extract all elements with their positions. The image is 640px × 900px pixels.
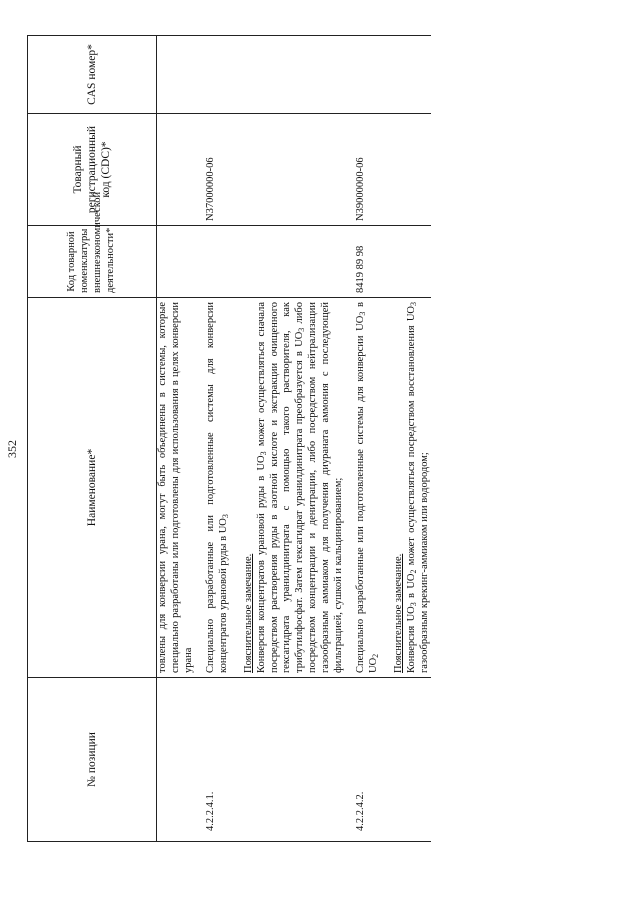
item-title-text: Специально разработанные или подготовленные системы для конверсии UO <box>355 315 367 673</box>
row-spacer <box>345 36 355 842</box>
table-row <box>355 36 431 842</box>
item-name-cell <box>355 298 431 678</box>
cell-empty <box>157 36 196 114</box>
item-title <box>355 302 381 673</box>
subscript: 3 <box>358 311 368 316</box>
row-spacer <box>195 36 205 842</box>
cas-number <box>205 36 345 114</box>
table-header-row <box>28 36 157 842</box>
intro-text: товлены для конверсии урана, могут быть объединены в системы, которые специально разработаны или подготовлены для использования в целях конверсии урана <box>157 302 194 673</box>
header-position: № позиции <box>28 678 157 842</box>
cell-empty <box>157 678 196 842</box>
header-name: Наименование* <box>28 298 157 678</box>
cell-intro-text <box>157 298 196 678</box>
note-text: Конверсия концентратов урановой руды в $UO_3$ может осуществляться сначала посредством растворения руды в азотной кислоте и экстракции очищенного гексагидрата уранилдинитрата с помощью такого растворителя, как трибутилфосфат. Затем гексагидрат уранилдинитрата преобразуется в $UO_3$ либо посредством концентрации и денитрации, либо посредством нейтрализации газообразным аммиаком для получения диураната аммония с последующей фильтрацией, сушкой и кальцинированием; <box>255 301 344 673</box>
cell-empty <box>157 114 196 226</box>
header-cas: CAS номер* <box>28 36 157 114</box>
position-number: 4.2.2.4.1. <box>205 678 345 842</box>
note-label: Пояснительное замечание. <box>392 553 404 673</box>
cas-number <box>355 36 431 114</box>
subscript: 2 <box>371 653 381 658</box>
position-number: 4.2.2.4.2. <box>355 678 431 842</box>
cell-empty <box>157 226 196 298</box>
table-row <box>205 36 345 842</box>
note-text: Конверсия $UO_3$ в $UO_2$ может осуществляться посредством восстановления $UO_3$ газообразным крекинг-аммиаком или водородом; <box>405 302 430 673</box>
item-title <box>205 302 231 673</box>
note-label: Пояснительное замечание. <box>242 553 254 673</box>
page-number: 352 <box>5 440 19 458</box>
header-cdc: Товарный регистрационный код (CDC)* <box>28 114 157 226</box>
cdc-code: N37000000-06 <box>205 114 345 226</box>
tnved-code <box>205 226 345 298</box>
item-title-text: в UO <box>355 302 380 673</box>
subscript: 3 <box>221 514 231 519</box>
table-row-intro <box>157 36 196 842</box>
cdc-code: N39000000-06 <box>355 114 431 226</box>
item-title-text: Специально разработанные или подготовленные системы для конверсии концентратов урановой руды в UO <box>205 302 230 673</box>
goods-table <box>27 35 431 842</box>
header-tnved: Код товарной номенклатуры внешнеэкономической деятельности* <box>28 226 157 298</box>
item-name-cell <box>205 298 345 678</box>
tnved-code: 8419 89 98 <box>355 226 431 298</box>
